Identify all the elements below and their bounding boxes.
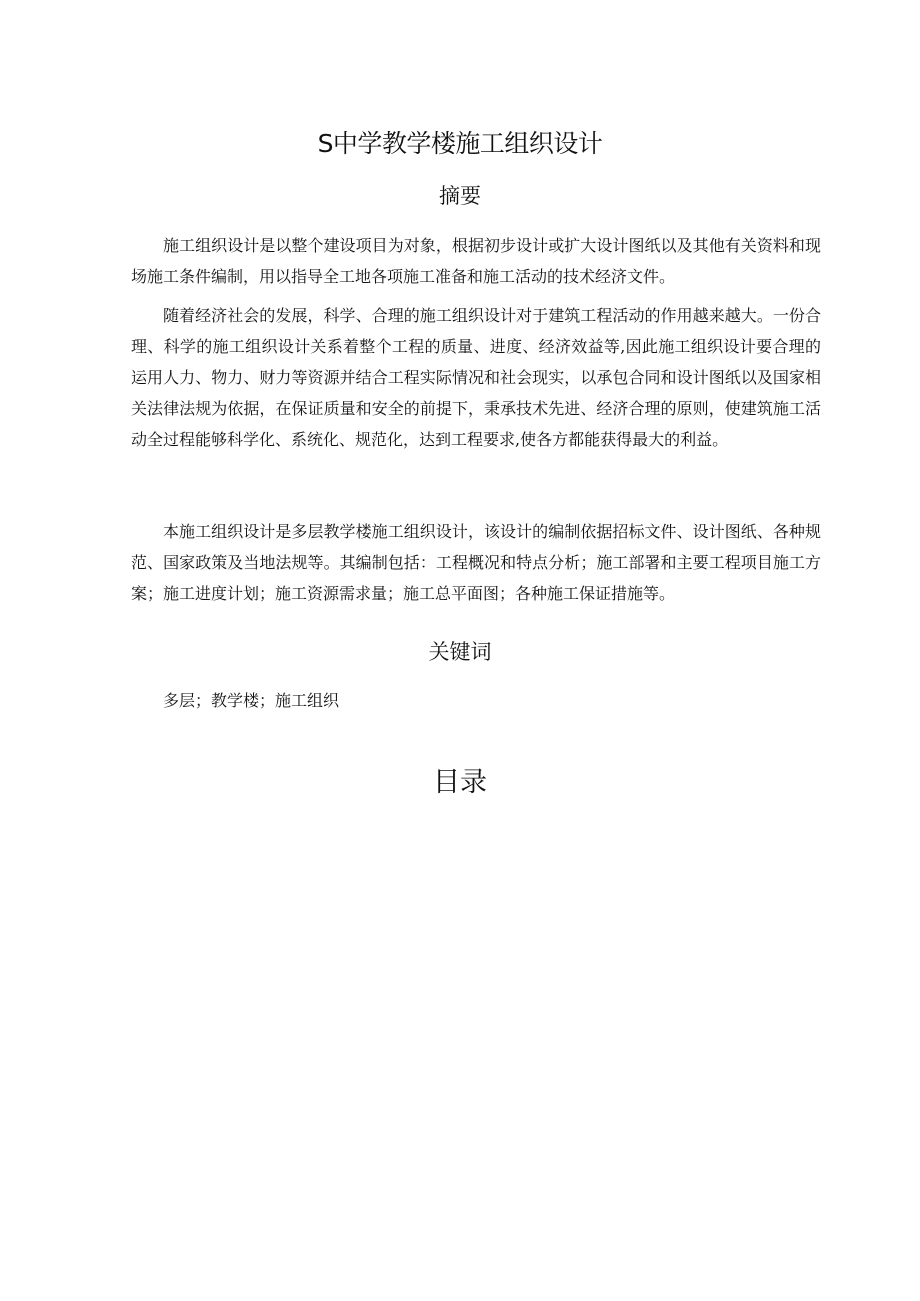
keywords-text: 多层；教学楼；施工组织 <box>163 691 340 710</box>
abstract-paragraph: 施工组织设计是以整个建设项目为对象，根据初步设计或扩大设计图纸以及其他有关资料和现场施工条件编制，用以指导全工地各项施工准备和施工活动的技术经济文件。 <box>131 236 821 286</box>
keywords-heading: 关键词 <box>428 640 492 664</box>
abstract-paragraph: 本施工组织设计是多层教学楼施工组织设计，该设计的编制依据招标文件、设计图纸、各种规范、国家政策及当地法规等。其编制包括：工程概况和特点分析；施工部署和主要工程项目施工方案；施工进度计划；施工资源需求量；施工总平面图；各种施工保证措施等。 <box>131 522 821 603</box>
toc-heading: 目录 <box>433 767 487 798</box>
abstract-heading: 摘要 <box>439 184 481 208</box>
document-title: S中学教学楼施工组织设计 <box>317 129 603 158</box>
abstract-paragraph: 随着经济社会的发展，科学、合理的施工组织设计对于建筑工程活动的作用越来越大。一份合理、科学的施工组织设计关系着整个工程的质量、进度、经济效益等,因此施工组织设计要合理的运用人力、物力、财力等资源并结合工程实际情况和社会现实，以承包合同和设计图纸以及国家相关法律法规为依据，在保证质量和安全的前提下，秉承技术先进、经济合理的原则，使建筑施工活动全过程能够科学化、系统化、规范化，达到工程要求,使各方都能获得最大的利益。 <box>131 306 821 449</box>
